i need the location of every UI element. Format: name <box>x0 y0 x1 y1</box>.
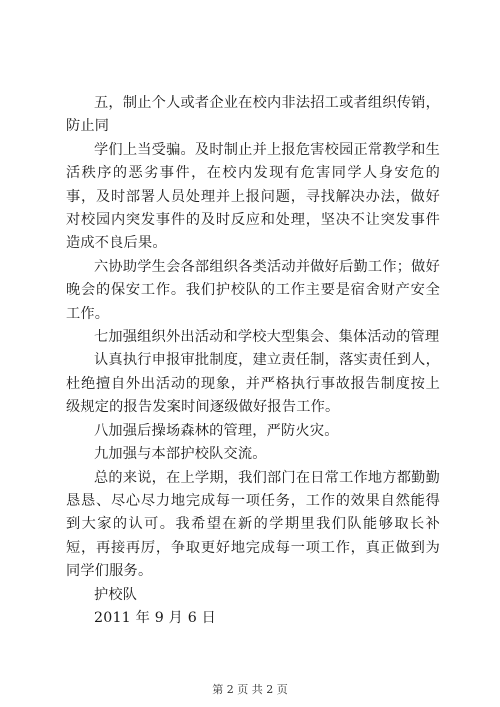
paragraph-item-7-body: 认真执行申报审批制度，建立责任制，落实责任到人，杜绝擅自外出活动的现象，并严格执行事故报告制度按上级规定的报告发案时间逐级做好报告工作。 <box>66 352 440 416</box>
paragraph-student-safety: 学们上当受骗。及时制止并上报危害校园正常教学和生活秩序的恶劣事件，在校内发现有危害同学人身安危的事，及时部署人员处理并上报问题，寻找解决办法，做好对校园内突发事件的及时反应和处理，坚决不让突发事件造成不良后果。 <box>66 141 440 252</box>
signature-name: 护校队 <box>94 586 138 603</box>
paragraph-item-6: 六协助学生会各部组织各类活动并做好后勤工作；做好晚会的保安工作。我们护校队的工作主要是宿舍财产安全工作。 <box>66 258 440 322</box>
paragraph-summary: 总的来说，在上学期，我们部门在日常工作地方都勤勤恳恳、尽心尽力地完成每一项任务，工作的效果自然能得到大家的认可。我希望在新的学期里我们队能够取长补短，再接再厉，争取更好地完成每一项工作，真正做到为同学们服务。 <box>66 469 440 580</box>
paragraph-item-7-heading: 七加强组织外出活动和学校大型集会、集体活动的管理 <box>94 329 440 346</box>
page-number-footer: 第 2 页 共 2 页 <box>212 683 288 696</box>
signature-date: 2011 年 9 月 6 日 <box>94 609 217 626</box>
paragraph-item-8: 八加强后操场森林的管理，严防火灾。 <box>94 422 339 439</box>
paragraph-item-9: 九加强与本部护校队交流。 <box>94 446 267 463</box>
document-body <box>66 92 440 630</box>
paragraph-item-5: 五，制止个人或者企业在校内非法招工或者组织传销，防止同 <box>66 95 440 135</box>
